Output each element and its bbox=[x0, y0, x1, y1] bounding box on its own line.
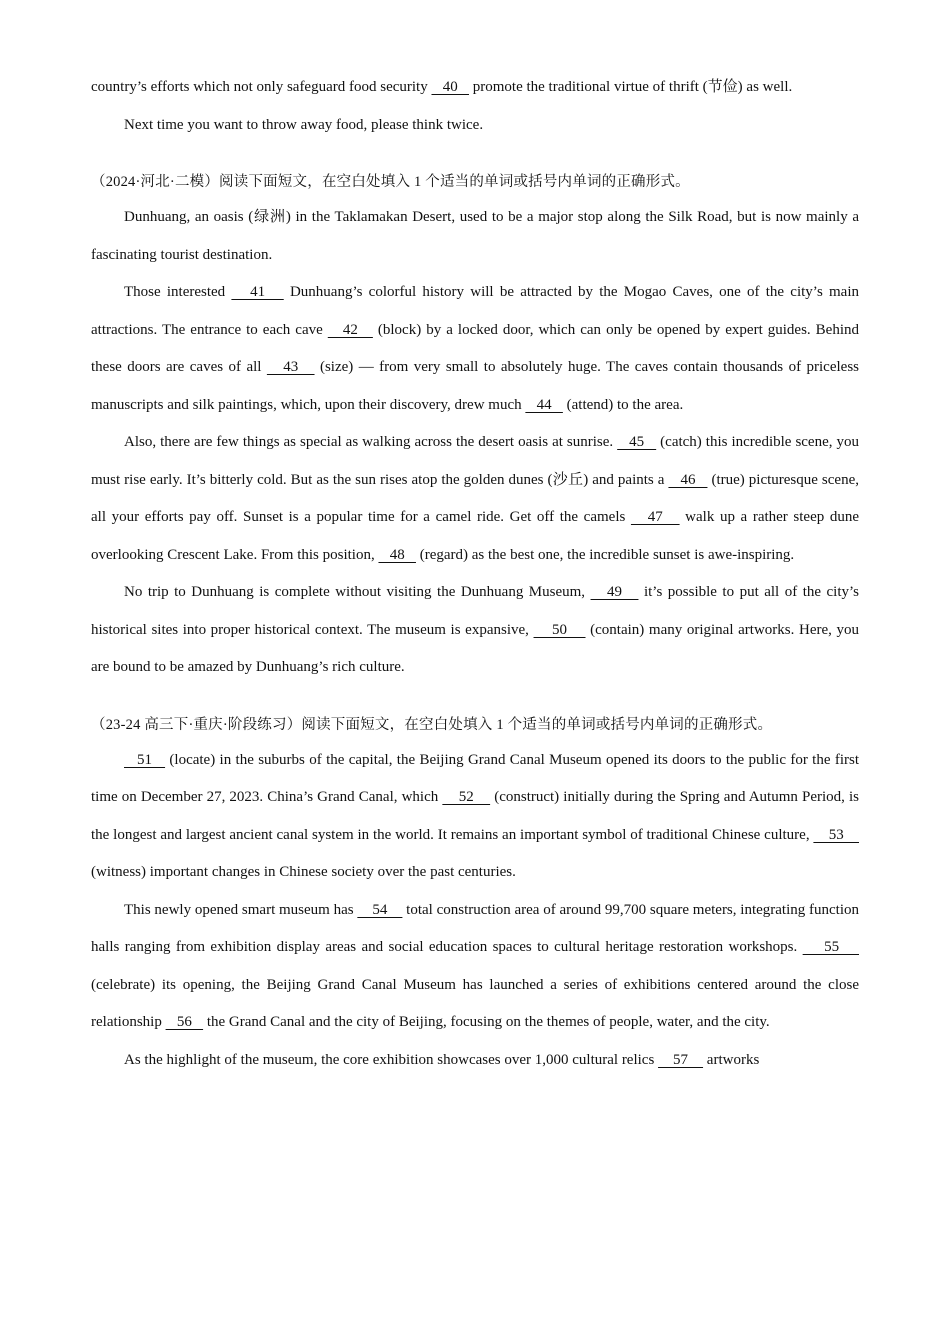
blank-42[interactable]: 42 bbox=[327, 321, 373, 338]
text-run: (celebrate) its opening, the Beijing Grand Canal Museum has launched a series of exhibitions centered around the close relationship bbox=[91, 976, 859, 1030]
blank-56[interactable]: 56 bbox=[165, 1014, 204, 1030]
passage-3-heading: （23-24 高三下·重庆·阶段练习）阅读下面短文，在空白处填入 1 个适当的单词或括号内单词的正确形式。 bbox=[91, 716, 773, 733]
text-run: the Grand Canal and the city of Beijing, focusing on the themes of people, water, and the city. bbox=[203, 1014, 770, 1030]
text-run: (catch) this incredible scene, you must rise early. It’s bitterly cold. But as the sun rises atop the golden dunes (沙丘) and paints a bbox=[91, 434, 859, 488]
text-run: (construct) initially during the Spring and Autumn Period, is the longest and largest ancient canal system in the world. It remains an important symbol of traditional Chinese culture, bbox=[91, 789, 859, 843]
text-run: (contain) many original artworks. Here, you are bound to be amazed by Dunhuang’s rich culture. bbox=[91, 621, 859, 675]
blank-55[interactable]: 55 bbox=[802, 939, 859, 955]
blank-47[interactable]: 47 bbox=[630, 509, 680, 525]
passage-2-heading: （2024·河北·二模）阅读下面短文，在空白处填入 1 个适当的单词或括号内单词的正确形式。 bbox=[91, 174, 690, 190]
text-run: (block) by a locked door, which can only be opened by expert guides. Behind these doors are caves of all bbox=[91, 321, 860, 375]
text-run: (witness) important changes in Chinese society over the past centuries. bbox=[91, 864, 516, 880]
text-run: As the highlight of the museum, the core exhibition showcases over 1,000 cultural relics bbox=[124, 1051, 659, 1068]
blank-45[interactable]: 45 bbox=[617, 434, 657, 450]
passage-2-paragraph-4 bbox=[91, 574, 859, 687]
blank-52[interactable]: 52 bbox=[442, 789, 491, 805]
text-run: country’s efforts which not only safeguard food security bbox=[91, 79, 432, 95]
passage-3-paragraph-1 bbox=[91, 742, 859, 892]
text-run: This newly opened smart museum has bbox=[124, 901, 358, 918]
passage-3-paragraph-2 bbox=[91, 892, 859, 1042]
blank-40[interactable]: 40 bbox=[431, 79, 469, 95]
text-run: total construction area of around 99,700 square meters, integrating function halls ranging from exhibition display areas and social education spaces to cultural heritage restoration workshops. bbox=[91, 901, 860, 955]
blank-43[interactable]: 43 bbox=[266, 359, 315, 375]
blank-57[interactable]: 57 bbox=[658, 1051, 704, 1068]
blank-53[interactable]: 53 bbox=[813, 826, 859, 843]
document-page bbox=[91, 69, 859, 1079]
blank-48[interactable]: 48 bbox=[378, 546, 416, 563]
text-run: (true) picturesque scene, all your efforts pay off. Sunset is a popular time for a camel ride. Get off the camels bbox=[91, 471, 859, 525]
text-run: Dunhuang’s colorful history will be attracted by the Mogao Caves, one of the city’s main attractions. The entrance to each cave bbox=[91, 284, 859, 338]
text-run: walk up a rather steep dune overlooking Crescent Lake. From this position, bbox=[91, 509, 859, 563]
text-run: promote the traditional virtue of thrift (节俭) as well. bbox=[468, 79, 793, 95]
text-run: Those interested bbox=[124, 284, 232, 300]
text-run: (locate) in the suburbs of the capital, the Beijing Grand Canal Museum opened its doors to the public for the first time on December 27, 2023. China’s Grand Canal, which bbox=[91, 751, 859, 805]
text-run: (attend) to the area. bbox=[562, 396, 684, 413]
text-run: (size) — from very small to absolutely huge. The caves contain thousands of priceless manuscripts and silk paintings, which, upon their discovery, drew much bbox=[91, 359, 859, 413]
text-run: Also, there are few things as special as walking across the desert oasis at sunrise. bbox=[124, 434, 618, 450]
blank-54[interactable]: 54 bbox=[357, 901, 403, 918]
blank-51[interactable]: 51 bbox=[124, 751, 166, 768]
passage-2-paragraph-2 bbox=[91, 274, 859, 424]
passage-1-paragraph-2: Next time you want to throw away food, please think twice. bbox=[124, 116, 484, 133]
blank-50[interactable]: 50 bbox=[533, 621, 586, 638]
passage-3-paragraph-3 bbox=[91, 1042, 859, 1080]
text-run: it’s possible to put all of the city’s historical sites into proper historical context. The museum is expansive, bbox=[91, 584, 860, 638]
passage-2-paragraph-1: Dunhuang, an oasis (绿洲) in the Taklamakan Desert, used to be a major stop along the Silk Road, but is now mainly a fascinating tourist destination. bbox=[91, 209, 859, 263]
blank-44[interactable]: 44 bbox=[525, 396, 563, 413]
blank-49[interactable]: 49 bbox=[590, 584, 639, 600]
text-run: No trip to Dunhuang is complete without visiting the Dunhuang Museum, bbox=[124, 584, 591, 600]
text-run: (regard) as the best one, the incredible sunset is awe-inspiring. bbox=[415, 546, 795, 563]
blank-46[interactable]: 46 bbox=[668, 471, 708, 488]
text-run: artworks bbox=[703, 1051, 760, 1068]
passage-1-paragraph-1 bbox=[91, 69, 859, 107]
blank-41[interactable]: 41 bbox=[231, 284, 284, 300]
passage-2-paragraph-3 bbox=[91, 424, 859, 574]
